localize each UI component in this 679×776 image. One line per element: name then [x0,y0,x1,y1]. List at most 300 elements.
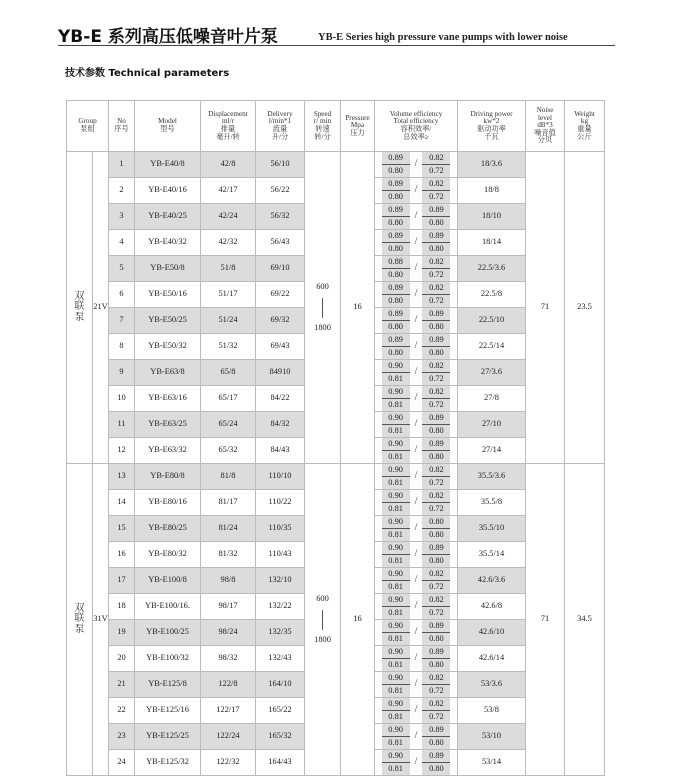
table-body [67,152,605,776]
total-efficiency-b: 0.80 [422,633,450,645]
driving-power-cell: 18/8 [458,178,526,204]
displacement-cell: 122/32 [201,750,256,776]
speed-min: 600 [316,593,329,603]
row-number: 12 [109,438,135,464]
efficiency-cell [375,568,458,594]
driving-power-cell: 42.6/14 [458,646,526,672]
efficiency-cell [375,152,458,178]
delivery-cell: 56/43 [256,230,305,256]
volume-efficiency-b: 0.81 [382,685,410,697]
total-efficiency-b: 0.80 [422,763,450,775]
volume-efficiency-a: 0.89 [382,152,410,165]
noise-cell: 71 [526,152,565,464]
total-efficiency-b: 0.80 [422,425,450,437]
driving-power-cell: 27/3.6 [458,360,526,386]
model-cell: YB-E50/8 [135,256,201,282]
efficiency-separator: / [414,184,418,196]
driving-power-cell: 27/8 [458,386,526,412]
total-efficiency-b: 0.72 [422,685,450,697]
header-pressure: Pressure Mpa 压力 [341,101,375,152]
delivery-cell: 110/43 [256,542,305,568]
displacement-cell: 51/8 [201,256,256,282]
delivery-cell: 165/22 [256,698,305,724]
efficiency-cell [375,724,458,750]
total-efficiency-b: 0.72 [422,503,450,515]
total-efficiency-a: 0.89 [422,438,450,451]
header-no: No 序号 [109,101,135,152]
efficiency-cell [375,386,458,412]
total-efficiency-b: 0.72 [422,165,450,177]
total-efficiency-a: 0.82 [422,386,450,399]
model-cell: YB-E63/25 [135,412,201,438]
volume-efficiency-a: 0.89 [382,308,410,321]
displacement-cell: 122/17 [201,698,256,724]
volume-efficiency-a: 0.89 [382,334,410,347]
row-number: 11 [109,412,135,438]
delivery-cell: 165/32 [256,724,305,750]
driving-power-cell: 53/3.6 [458,672,526,698]
total-efficiency-b: 0.72 [422,295,450,307]
efficiency-cell [375,360,458,386]
efficiency-cell [375,412,458,438]
volume-efficiency-b: 0.81 [382,373,410,385]
row-number: 16 [109,542,135,568]
displacement-cell: 81/8 [201,464,256,490]
row-number: 18 [109,594,135,620]
pressure-cell: 16 [341,152,375,464]
header-weight: Weight kg 重量 公斤 [565,101,605,152]
efficiency-separator: / [414,470,418,482]
speed-range-line [322,298,323,318]
displacement-cell: 51/17 [201,282,256,308]
total-efficiency-b: 0.72 [422,269,450,281]
displacement-cell: 98/17 [201,594,256,620]
model-cell: YB-E100/32 [135,646,201,672]
delivery-cell: 69/10 [256,256,305,282]
model-cell: YB-E125/8 [135,672,201,698]
model-cell: YB-E40/32 [135,230,201,256]
volume-efficiency-b: 0.80 [382,191,410,203]
total-efficiency-b: 0.80 [422,451,450,463]
header-group: Group 泵组 [67,101,109,152]
volume-efficiency-a: 0.90 [382,516,410,529]
efficiency-cell [375,464,458,490]
efficiency-separator: / [414,210,418,222]
speed-cell [305,464,341,776]
volume-efficiency-b: 0.80 [382,295,410,307]
total-efficiency-a: 0.89 [422,412,450,425]
total-efficiency-a: 0.82 [422,490,450,503]
delivery-cell: 56/10 [256,152,305,178]
efficiency-separator: / [414,548,418,560]
group-code-cell: 31V [93,464,109,776]
efficiency-separator: / [414,730,418,742]
efficiency-cell [375,256,458,282]
total-efficiency-a: 0.89 [422,750,450,763]
driving-power-cell: 35.5/10 [458,516,526,542]
volume-efficiency-b: 0.80 [382,347,410,359]
delivery-cell: 56/32 [256,204,305,230]
model-cell: YB-E40/8 [135,152,201,178]
efficiency-cell [375,516,458,542]
delivery-cell: 69/43 [256,334,305,360]
table-row [67,152,605,178]
efficiency-cell [375,282,458,308]
volume-efficiency-a: 0.90 [382,724,410,737]
model-cell: YB-E125/16 [135,698,201,724]
row-number: 10 [109,386,135,412]
total-efficiency-a: 0.89 [422,620,450,633]
driving-power-cell: 53/10 [458,724,526,750]
row-number: 15 [109,516,135,542]
model-cell: YB-E125/25 [135,724,201,750]
displacement-cell: 42/8 [201,152,256,178]
efficiency-separator: / [414,704,418,716]
noise-cell: 71 [526,464,565,776]
efficiency-separator: / [414,262,418,274]
delivery-cell: 110/10 [256,464,305,490]
row-number: 17 [109,568,135,594]
total-efficiency-b: 0.72 [422,581,450,593]
driving-power-cell: 35.5/8 [458,490,526,516]
model-cell: YB-E80/16 [135,490,201,516]
speed-cell [305,152,341,464]
displacement-cell: 42/32 [201,230,256,256]
displacement-cell: 122/24 [201,724,256,750]
volume-efficiency-b: 0.81 [382,763,410,775]
volume-efficiency-a: 0.90 [382,698,410,711]
driving-power-cell: 22.5/8 [458,282,526,308]
driving-power-cell: 42.6/10 [458,620,526,646]
volume-efficiency-b: 0.81 [382,633,410,645]
header-speed: Speed r/ min 转速 转/分 [305,101,341,152]
total-efficiency-b: 0.72 [422,399,450,411]
volume-efficiency-b: 0.81 [382,425,410,437]
weight-cell: 34.5 [565,464,605,776]
efficiency-cell [375,672,458,698]
model-cell: YB-E80/25 [135,516,201,542]
volume-efficiency-a: 0.90 [382,542,410,555]
page-subtitle: YB-E Series high pressure vane pumps with lower noise [318,32,568,43]
volume-efficiency-b: 0.80 [382,321,410,333]
model-cell: YB-E50/25 [135,308,201,334]
driving-power-cell: 27/10 [458,412,526,438]
driving-power-cell: 42.6/8 [458,594,526,620]
total-efficiency-a: 0.89 [422,542,450,555]
displacement-cell: 98/8 [201,568,256,594]
total-efficiency-a: 0.80 [422,516,450,529]
delivery-cell: 132/43 [256,646,305,672]
model-cell: YB-E100/16. [135,594,201,620]
efficiency-cell [375,490,458,516]
total-efficiency-a: 0.89 [422,204,450,217]
header-model: Model 型号 [135,101,201,152]
volume-efficiency-a: 0.89 [382,178,410,191]
speed-min: 600 [316,281,329,291]
total-efficiency-a: 0.82 [422,360,450,373]
volume-efficiency-a: 0.88 [382,256,410,269]
volume-efficiency-a: 0.89 [382,204,410,217]
volume-efficiency-b: 0.81 [382,529,410,541]
delivery-cell: 84/32 [256,412,305,438]
volume-efficiency-b: 0.81 [382,503,410,515]
efficiency-cell [375,334,458,360]
row-number: 6 [109,282,135,308]
row-number: 3 [109,204,135,230]
driving-power-cell: 18/3.6 [458,152,526,178]
efficiency-separator: / [414,626,418,638]
header-efficiency: Volume efficiency Total efficiency 容积效率/ 总效率≥ [375,101,458,152]
row-number: 19 [109,620,135,646]
total-efficiency-b: 0.80 [422,347,450,359]
row-number: 5 [109,256,135,282]
volume-efficiency-a: 0.90 [382,360,410,373]
section-heading: 技术参数 Technical parameters [65,68,230,79]
efficiency-cell [375,438,458,464]
delivery-cell: 84/43 [256,438,305,464]
weight-cell: 23.5 [565,152,605,464]
volume-efficiency-b: 0.81 [382,607,410,619]
row-number: 2 [109,178,135,204]
volume-efficiency-a: 0.90 [382,620,410,633]
efficiency-cell [375,594,458,620]
displacement-cell: 98/32 [201,646,256,672]
delivery-cell: 110/35 [256,516,305,542]
model-cell: YB-E100/25 [135,620,201,646]
total-efficiency-b: 0.72 [422,711,450,723]
efficiency-separator: / [414,522,418,534]
efficiency-cell [375,698,458,724]
displacement-cell: 65/17 [201,386,256,412]
driving-power-cell: 35.5/14 [458,542,526,568]
row-number: 21 [109,672,135,698]
volume-efficiency-a: 0.90 [382,412,410,425]
efficiency-separator: / [414,366,418,378]
efficiency-separator: / [414,314,418,326]
volume-efficiency-a: 0.90 [382,438,410,451]
efficiency-separator: / [414,496,418,508]
efficiency-separator: / [414,288,418,300]
row-number: 22 [109,698,135,724]
driving-power-cell: 53/8 [458,698,526,724]
efficiency-cell [375,230,458,256]
model-cell: YB-E50/32 [135,334,201,360]
driving-power-cell: 35.5/3.6 [458,464,526,490]
row-number: 7 [109,308,135,334]
header-power: Driving power kw*2 驱动功率 千瓦 [458,101,526,152]
header-displacement: Displacement ml/r 排量 毫升/转 [201,101,256,152]
efficiency-separator: / [414,236,418,248]
delivery-cell: 56/22 [256,178,305,204]
driving-power-cell: 53/14 [458,750,526,776]
model-cell: YB-E63/16 [135,386,201,412]
total-efficiency-a: 0.89 [422,646,450,659]
total-efficiency-a: 0.89 [422,334,450,347]
total-efficiency-a: 0.89 [422,724,450,737]
speed-max: 1800 [314,634,331,644]
total-efficiency-a: 0.82 [422,152,450,165]
header-noise: Noise level dB*3 噪音值 分贝 [526,101,565,152]
group-label-cell: 双 联 泵 [67,464,93,776]
model-cell: YB-E100/8 [135,568,201,594]
driving-power-cell: 27/14 [458,438,526,464]
total-efficiency-a: 0.82 [422,698,450,711]
volume-efficiency-b: 0.81 [382,711,410,723]
efficiency-cell [375,750,458,776]
model-cell: YB-E80/32 [135,542,201,568]
volume-efficiency-a: 0.90 [382,568,410,581]
total-efficiency-b: 0.80 [422,321,450,333]
total-efficiency-a: 0.89 [422,308,450,321]
displacement-cell: 122/8 [201,672,256,698]
efficiency-cell [375,178,458,204]
volume-efficiency-b: 0.81 [382,451,410,463]
total-efficiency-b: 0.80 [422,659,450,671]
displacement-cell: 81/17 [201,490,256,516]
displacement-cell: 81/32 [201,542,256,568]
total-efficiency-a: 0.82 [422,178,450,191]
efficiency-separator: / [414,574,418,586]
total-efficiency-b: 0.80 [422,555,450,567]
total-efficiency-a: 0.82 [422,568,450,581]
model-cell: YB-E50/16 [135,282,201,308]
volume-efficiency-b: 0.81 [382,737,410,749]
volume-efficiency-b: 0.81 [382,399,410,411]
group-code-cell: 21V [93,152,109,464]
delivery-cell: 110/22 [256,490,305,516]
efficiency-cell [375,646,458,672]
total-efficiency-a: 0.82 [422,672,450,685]
row-number: 20 [109,646,135,672]
header-delivery: Delivery l/min*1 流量 升/分 [256,101,305,152]
delivery-cell: 132/22 [256,594,305,620]
model-cell: YB-E40/16 [135,178,201,204]
total-efficiency-a: 0.82 [422,256,450,269]
displacement-cell: 51/32 [201,334,256,360]
volume-efficiency-a: 0.89 [382,282,410,295]
total-efficiency-b: 0.72 [422,373,450,385]
driving-power-cell: 42.6/3.6 [458,568,526,594]
model-cell: YB-E80/8 [135,464,201,490]
delivery-cell: 132/10 [256,568,305,594]
total-efficiency-b: 0.80 [422,737,450,749]
total-efficiency-a: 0.82 [422,282,450,295]
delivery-cell: 69/22 [256,282,305,308]
volume-efficiency-b: 0.81 [382,659,410,671]
page-title: YB-E 系列高压低噪音叶片泵 [58,27,278,47]
title-divider [58,45,615,46]
efficiency-separator: / [414,392,418,404]
delivery-cell: 69/32 [256,308,305,334]
efficiency-separator: / [414,652,418,664]
total-efficiency-b: 0.80 [422,217,450,229]
volume-efficiency-b: 0.81 [382,581,410,593]
total-efficiency-b: 0.80 [422,243,450,255]
speed-range-line [322,610,323,630]
efficiency-cell [375,620,458,646]
model-cell: YB-E63/32 [135,438,201,464]
total-efficiency-b: 0.80 [422,529,450,541]
delivery-cell: 132/35 [256,620,305,646]
displacement-cell: 42/17 [201,178,256,204]
row-number: 4 [109,230,135,256]
displacement-cell: 98/24 [201,620,256,646]
row-number: 1 [109,152,135,178]
table-header-row [67,101,605,152]
driving-power-cell: 22.5/3.6 [458,256,526,282]
efficiency-cell [375,204,458,230]
efficiency-separator: / [414,678,418,690]
volume-efficiency-a: 0.90 [382,646,410,659]
driving-power-cell: 18/10 [458,204,526,230]
volume-efficiency-b: 0.80 [382,165,410,177]
total-efficiency-a: 0.82 [422,464,450,477]
displacement-cell: 51/24 [201,308,256,334]
delivery-cell: 164/43 [256,750,305,776]
row-number: 14 [109,490,135,516]
row-number: 8 [109,334,135,360]
efficiency-separator: / [414,158,418,170]
row-number: 9 [109,360,135,386]
efficiency-separator: / [414,340,418,352]
model-cell: YB-E63/8 [135,360,201,386]
volume-efficiency-a: 0.90 [382,672,410,685]
efficiency-separator: / [414,600,418,612]
volume-efficiency-a: 0.89 [382,230,410,243]
volume-efficiency-b: 0.81 [382,555,410,567]
total-efficiency-a: 0.89 [422,230,450,243]
row-number: 23 [109,724,135,750]
delivery-cell: 84/22 [256,386,305,412]
volume-efficiency-a: 0.90 [382,386,410,399]
efficiency-separator: / [414,756,418,768]
efficiency-cell [375,308,458,334]
volume-efficiency-a: 0.90 [382,490,410,503]
delivery-cell: 164/10 [256,672,305,698]
total-efficiency-b: 0.72 [422,191,450,203]
volume-efficiency-b: 0.80 [382,269,410,281]
pressure-cell: 16 [341,464,375,776]
group-label-cell: 双 联 泵 [67,152,93,464]
volume-efficiency-a: 0.90 [382,464,410,477]
technical-parameters-table [66,100,605,776]
row-number: 13 [109,464,135,490]
driving-power-cell: 18/14 [458,230,526,256]
delivery-cell: 84910 [256,360,305,386]
total-efficiency-b: 0.72 [422,607,450,619]
volume-efficiency-a: 0.90 [382,750,410,763]
model-cell: YB-E125/32 [135,750,201,776]
volume-efficiency-b: 0.81 [382,477,410,489]
displacement-cell: 81/24 [201,516,256,542]
displacement-cell: 65/24 [201,412,256,438]
driving-power-cell: 22.5/14 [458,334,526,360]
model-cell: YB-E40/25 [135,204,201,230]
speed-max: 1800 [314,322,331,332]
efficiency-cell [375,542,458,568]
row-number: 24 [109,750,135,776]
volume-efficiency-a: 0.90 [382,594,410,607]
table-row [67,464,605,490]
efficiency-separator: / [414,444,418,456]
displacement-cell: 65/8 [201,360,256,386]
volume-efficiency-b: 0.80 [382,243,410,255]
total-efficiency-b: 0.72 [422,477,450,489]
displacement-cell: 42/24 [201,204,256,230]
volume-efficiency-b: 0.80 [382,217,410,229]
total-efficiency-a: 0.82 [422,594,450,607]
displacement-cell: 65/32 [201,438,256,464]
